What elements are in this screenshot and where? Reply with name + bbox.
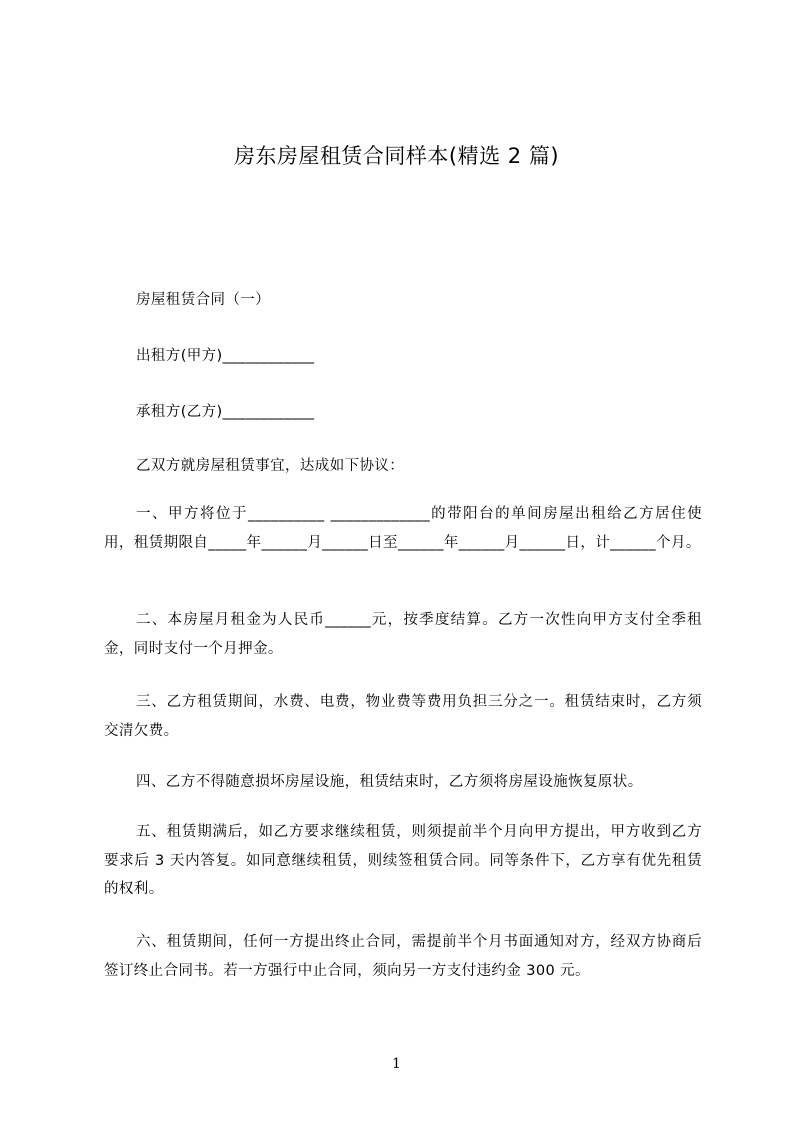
- clause-1: 一、甲方将位于__________ _____________的带阳台的单间房屋出租给乙方居住使用，租赁期限自_____年______月______日至______年______月______日，计______个月。: [104, 506, 702, 551]
- agreement-intro: 乙双方就房屋租赁事宜，达成如下协议：: [136, 458, 405, 474]
- lessor-line: 出租方(甲方)____________: [136, 348, 315, 364]
- clause-3: 三、乙方租赁期间，水费、电费，物业费等费用负担三分之一。租赁结束时，乙方须交清欠费。: [104, 694, 702, 739]
- page-number: 1: [392, 1056, 401, 1072]
- contract-heading: 房屋租赁合同（一）: [136, 292, 271, 308]
- clause-6: 六、租赁期间，任何一方提出终止合同，需提前半个月书面通知对方，经双方协商后签订终止合同书。若一方强行中止合同，须向另一方支付违约金 300 元。: [104, 934, 702, 979]
- clause-4: 四、乙方不得随意损坏房屋设施，租赁结束时，乙方须将房屋设施恢复原状。: [136, 774, 643, 790]
- lessee-line: 承租方(乙方)____________: [136, 404, 315, 420]
- document-title: 房东房屋租赁合同样本(精选 2 篇): [233, 144, 560, 168]
- clause-2: 二、本房屋月租金为人民币______元，按季度结算。乙方一次性向甲方支付全季租金，同时支付一个月押金。: [104, 612, 702, 657]
- clause-5: 五、租赁期满后，如乙方要求继续租赁，则须提前半个月向甲方提出，甲方收到乙方要求后 3 天内答复。如同意继续租赁，则续签租赁合同。同等条件下，乙方享有优先租赁的权利。: [104, 824, 702, 897]
